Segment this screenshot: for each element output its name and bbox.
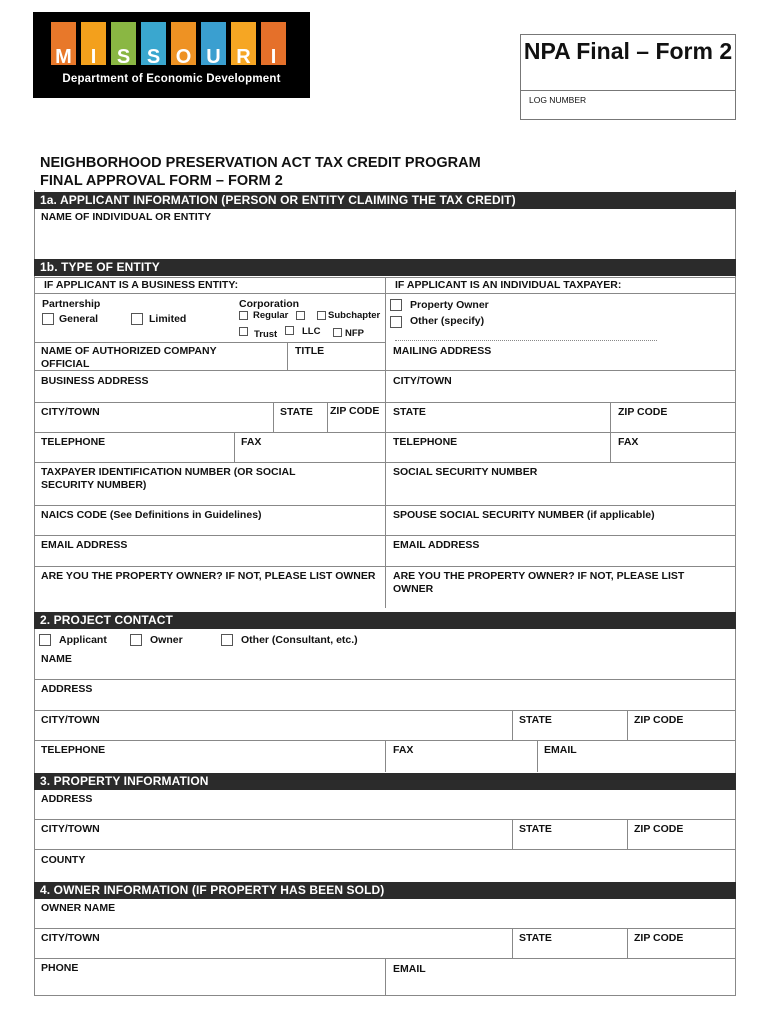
- regular-label: Regular: [253, 310, 289, 321]
- rule: [627, 819, 628, 849]
- logo-tile: S: [141, 22, 166, 65]
- missouri-logo: [33, 12, 310, 98]
- general-label: General: [59, 313, 99, 325]
- ssn-label: SOCIAL SECURITY NUMBER: [393, 466, 538, 478]
- property-address-label: ADDRESS: [41, 793, 93, 805]
- contact-name-label: NAME: [41, 653, 72, 665]
- rule: [273, 402, 274, 432]
- rule: [34, 505, 736, 506]
- other-specify-checkbox[interactable]: [390, 316, 402, 328]
- limited-checkbox[interactable]: [131, 313, 143, 325]
- section-2-header: 2. PROJECT CONTACT: [34, 612, 736, 629]
- other-consultant-checkbox[interactable]: [221, 634, 233, 646]
- applicant-label: Applicant: [59, 634, 107, 646]
- owner-checkbox[interactable]: [130, 634, 142, 646]
- owner-phone-label: PHONE: [41, 962, 79, 974]
- other-consultant-label: Other (Consultant, etc.): [241, 634, 358, 646]
- property-owner-checkbox[interactable]: [390, 299, 402, 311]
- contact-city-label: CITY/TOWN: [41, 714, 100, 726]
- authorized-official-label: NAME OF AUTHORIZED COMPANY OFFICIAL: [41, 345, 217, 370]
- property-county-label: COUNTY: [41, 854, 86, 866]
- owner-label: Owner: [150, 634, 183, 646]
- zip-code-label: ZIP CODE: [330, 405, 380, 417]
- property-owner-question: ARE YOU THE PROPERTY OWNER? IF NOT, PLEASE LIST OWNER: [393, 570, 685, 595]
- rule: [34, 462, 736, 463]
- form-title-box: [520, 34, 736, 120]
- rule: [385, 740, 386, 772]
- program-title: NEIGHBORHOOD PRESERVATION ACT TAX CREDIT PROGRAM: [40, 155, 481, 171]
- nfp-checkbox[interactable]: [333, 328, 342, 337]
- subchapter-label: Subchapter: [328, 310, 381, 321]
- logo-tile: R: [231, 22, 256, 65]
- property-owner-label: Property Owner: [410, 299, 489, 311]
- rule: [34, 679, 736, 680]
- corporation-label: Corporation: [239, 298, 300, 310]
- rule: [34, 710, 736, 711]
- rule: [34, 370, 736, 371]
- email-address-label: EMAIL ADDRESS: [41, 539, 128, 551]
- section-3-header: 3. PROPERTY INFORMATION: [34, 773, 736, 790]
- mailing-address-label: MAILING ADDRESS: [393, 345, 492, 357]
- owner-email-label: EMAIL: [393, 963, 426, 975]
- fax-label: FAX: [618, 436, 639, 448]
- limited-label: Limited: [149, 313, 187, 325]
- subchapter-checkbox[interactable]: [317, 311, 326, 320]
- form-title: NPA Final – Form 2: [523, 38, 733, 64]
- state-label: STATE: [393, 406, 426, 418]
- logo-tile: O: [171, 22, 196, 65]
- property-zip-label: ZIP CODE: [634, 823, 684, 835]
- rule: [385, 958, 386, 996]
- telephone-label: TELEPHONE: [393, 436, 458, 448]
- telephone-label: TELEPHONE: [41, 436, 106, 448]
- contact-address-label: ADDRESS: [41, 683, 93, 695]
- naics-label: NAICS CODE (See Definitions in Guidelines): [41, 509, 262, 521]
- logo-tile: I: [261, 22, 286, 65]
- other-specify-line: [395, 340, 657, 341]
- contact-fax-label: FAX: [393, 744, 414, 756]
- other-specify-label: Other (specify): [410, 315, 485, 327]
- business-entity-header: IF APPLICANT IS A BUSINESS ENTITY:: [44, 279, 239, 291]
- logo-tile: S: [111, 22, 136, 65]
- city-town-label: CITY/TOWN: [393, 375, 452, 387]
- logo-subtitle: Department of Economic Development: [62, 73, 281, 85]
- spouse-ssn-label: SPOUSE SOCIAL SECURITY NUMBER (if applicable): [393, 509, 655, 521]
- taxpayer-id-label: TAXPAYER IDENTIFICATION NUMBER (OR SOCIAL SECURITY NUMBER): [41, 466, 296, 491]
- rule: [234, 432, 235, 462]
- rule: [627, 928, 628, 958]
- title-label: TITLE: [295, 345, 325, 357]
- rule: [34, 402, 736, 403]
- owner-city-label: CITY/TOWN: [41, 932, 100, 944]
- property-city-label: CITY/TOWN: [41, 823, 100, 835]
- llc-label: LLC: [302, 326, 321, 337]
- rule: [34, 342, 385, 343]
- rule: [34, 849, 736, 850]
- individual-taxpayer-header: IF APPLICANT IS AN INDIVIDUAL TAXPAYER:: [395, 279, 622, 291]
- fax-label: FAX: [241, 436, 262, 448]
- rule: [512, 710, 513, 740]
- city-town-label: CITY/TOWN: [41, 406, 100, 418]
- logo-tile: I: [81, 22, 106, 65]
- llc-checkbox[interactable]: [285, 326, 294, 335]
- applicant-checkbox[interactable]: [39, 634, 51, 646]
- rule: [34, 928, 736, 929]
- trust-checkbox[interactable]: [239, 327, 248, 336]
- owner-zip-label: ZIP CODE: [634, 932, 684, 944]
- property-state-label: STATE: [519, 823, 552, 835]
- contact-telephone-label: TELEPHONE: [41, 744, 106, 756]
- form-subtitle: FINAL APPROVAL FORM – FORM 2: [40, 173, 283, 189]
- rule: [34, 995, 736, 996]
- property-owner-question: ARE YOU THE PROPERTY OWNER? IF NOT, PLEASE LIST OWNER: [41, 570, 376, 582]
- contact-state-label: STATE: [519, 714, 552, 726]
- rule: [385, 277, 386, 608]
- rule: [34, 432, 736, 433]
- rule: [34, 535, 736, 536]
- divider: [521, 90, 735, 91]
- log-number-label: LOG NUMBER: [529, 95, 587, 105]
- rule: [34, 566, 736, 567]
- rule: [34, 819, 736, 820]
- name-of-entity-label: NAME OF INDIVIDUAL OR ENTITY: [41, 211, 212, 223]
- zip-code-label: ZIP CODE: [618, 406, 668, 418]
- partnership-label: Partnership: [42, 298, 101, 310]
- contact-zip-label: ZIP CODE: [634, 714, 684, 726]
- nfp-label: NFP: [345, 328, 364, 339]
- email-address-label: EMAIL ADDRESS: [393, 539, 480, 551]
- subchapter-alt-checkbox[interactable]: [296, 311, 305, 320]
- rule: [512, 819, 513, 849]
- general-checkbox[interactable]: [42, 313, 54, 325]
- state-label: STATE: [280, 406, 313, 418]
- business-address-label: BUSINESS ADDRESS: [41, 375, 149, 387]
- rule: [627, 710, 628, 740]
- rule: [327, 402, 328, 432]
- section-4-header: 4. OWNER INFORMATION (IF PROPERTY HAS BEEN SOLD): [34, 882, 736, 899]
- regular-checkbox[interactable]: [239, 311, 248, 320]
- trust-label: Trust: [254, 329, 278, 340]
- logo-tile: M: [51, 22, 76, 65]
- section-1b-header: 1b. TYPE OF ENTITY: [34, 259, 736, 276]
- contact-email-label: EMAIL: [544, 744, 577, 756]
- owner-name-label: OWNER NAME: [41, 902, 116, 914]
- logo-tile: U: [201, 22, 226, 65]
- rule: [537, 740, 538, 772]
- rule: [287, 342, 288, 370]
- owner-state-label: STATE: [519, 932, 552, 944]
- name-of-entity-field[interactable]: [40, 224, 730, 254]
- rule: [512, 928, 513, 958]
- section-1a-header: 1a. APPLICANT INFORMATION (PERSON OR ENTITY CLAIMING THE TAX CREDIT): [34, 192, 736, 209]
